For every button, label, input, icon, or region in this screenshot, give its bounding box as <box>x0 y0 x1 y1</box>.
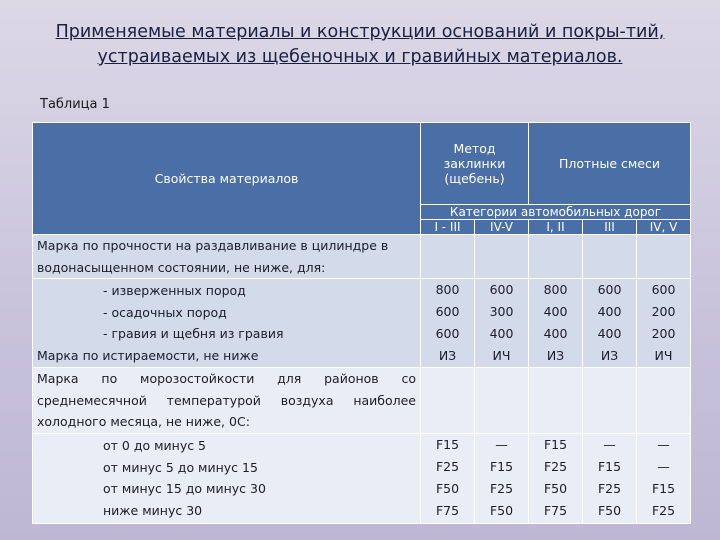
strength-items: - изверженных пород - осадочных пород - гравия и щебня из гравия <box>103 283 284 341</box>
header-categories: Категории автомобильных дорог <box>421 205 691 220</box>
materials-table <box>32 122 691 524</box>
abrasion-title: Марка по истираемости, не ниже <box>37 347 259 363</box>
category-5: IV, V <box>637 220 691 235</box>
category-3: I, II <box>529 220 583 235</box>
header-method: Метод заклинки (щебень) <box>421 123 529 205</box>
frost-values-col-1: F15 F25 F50 F75 <box>421 433 475 523</box>
header-properties: Свойства материалов <box>33 123 421 235</box>
strength-values-col-3: 800 400 400 ИЗ <box>529 279 583 368</box>
category-2: IV-V <box>475 220 529 235</box>
category-4: III <box>583 220 637 235</box>
slide-title: Применяемые материалы и конструкции оснований и покры-тий, устраиваемых из щебеночных и гравийных материалов. <box>55 22 665 67</box>
category-1: I - III <box>421 220 475 235</box>
frost-values-col-4: — F15 F25 F50 <box>583 433 637 523</box>
frost-values-col-5: — — F15 F25 <box>637 433 691 523</box>
strength-values-col-4: 600 400 400 ИЗ <box>583 279 637 368</box>
frost-items: от 0 до минус 5 от минус 5 до минус 15 от минус 15 до минус 30 ниже минус 30 <box>33 433 421 523</box>
strength-title: Марка по прочности на раздавливание в цилиндре в водонасыщенном состоянии, не ниже, для: <box>33 235 421 279</box>
strength-values-col-1: 800 600 600 ИЗ <box>421 279 475 368</box>
frost-title-text: Марка по морозостойкости для районов со среднемесячной температурой воздуха наиболее холодного месяца, не ниже, <box>37 371 416 429</box>
strength-values-col-2: 600 300 400 ИЧ <box>475 279 529 368</box>
strength-values-col-5: 600 200 200 ИЧ <box>637 279 691 368</box>
header-mixes: Плотные смеси <box>529 123 691 205</box>
frost-values-col-3: F15 F25 F50 F75 <box>529 433 583 523</box>
frost-unit: 0С: <box>229 414 250 429</box>
table-label: Таблица 1 <box>40 97 110 112</box>
frost-title <box>33 368 421 434</box>
frost-values-col-2: — F15 F25 F50 <box>475 433 529 523</box>
